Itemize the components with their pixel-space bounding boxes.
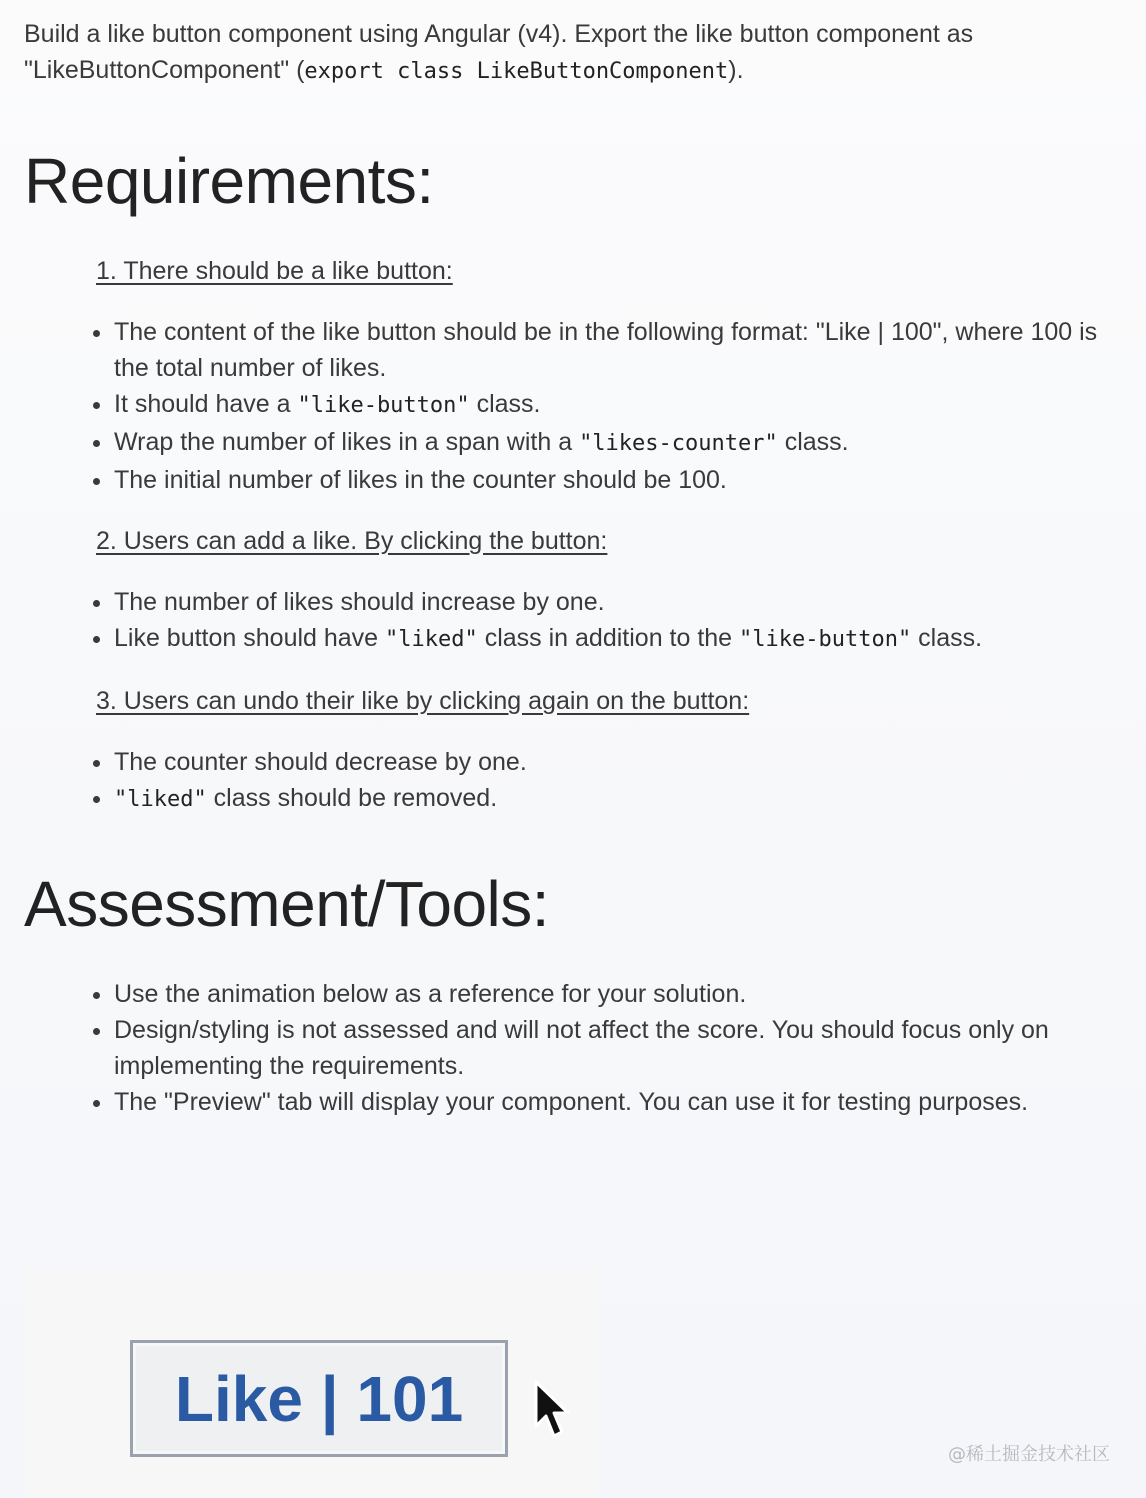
list-item: • Like button should have "liked" class in addition to the "like-button" class. (114, 620, 1124, 658)
watermark: @稀土掘金技术社区 (948, 1444, 1110, 1465)
requirement-title-2: 2. Users can add a like. By clicking the button: (96, 527, 608, 555)
task-description (24, 0, 1124, 1120)
list-item: • The content of the like button should be in the following format: "Like | 100", where 100 is the total number of likes. (114, 314, 1124, 386)
list-item: • Wrap the number of likes in a span with a "likes-counter" class. (114, 424, 1124, 462)
assessment-heading: Assessment/Tools: (24, 868, 550, 940)
inline-code: "like-button" (297, 393, 470, 418)
mouse-pointer-icon (532, 1380, 572, 1442)
inline-code: "likes-counter" (579, 431, 778, 456)
intro-text: Build a like button component using Angular (v4). Export the like button component as "LikeButtonComponent" ( (24, 20, 974, 84)
intro-code: export class LikeButtonComponent (304, 59, 729, 84)
list-item: • The initial number of likes in the counter should be 100. (114, 462, 1124, 498)
intro-text-end: ). (728, 56, 744, 84)
inline-code: "liked" (385, 627, 478, 652)
list-item: • Use the animation below as a reference for your solution. (114, 976, 1114, 1012)
list-item: • "liked" class should be removed. (114, 780, 1124, 818)
inline-code: "liked" (114, 787, 207, 812)
requirement-title-1: 1. There should be a like button: (96, 257, 453, 285)
intro-paragraph (24, 0, 1124, 90)
list-item: • The counter should decrease by one. (114, 744, 1124, 780)
list-item: • The number of likes should increase by one. (114, 584, 1124, 620)
like-button[interactable]: Like | 101 (130, 1340, 508, 1457)
requirement-title-3: 3. Users can undo their like by clicking again on the button: (96, 687, 750, 715)
assessment-list (24, 976, 1114, 1120)
requirement-list-1 (24, 314, 1124, 498)
inline-code: "like-button" (739, 627, 912, 652)
preview-animation (24, 1270, 600, 1498)
requirement-list-3 (24, 744, 1124, 818)
list-item: • It should have a "like-button" class. (114, 386, 1124, 424)
requirement-list-2 (24, 584, 1124, 658)
list-item: • The "Preview" tab will display your component. You can use it for testing purposes. (114, 1084, 1114, 1120)
list-item: • Design/styling is not assessed and will not affect the score. You should focus only on implementing the requirements. (114, 1012, 1114, 1084)
requirements-heading: Requirements: (24, 145, 434, 217)
